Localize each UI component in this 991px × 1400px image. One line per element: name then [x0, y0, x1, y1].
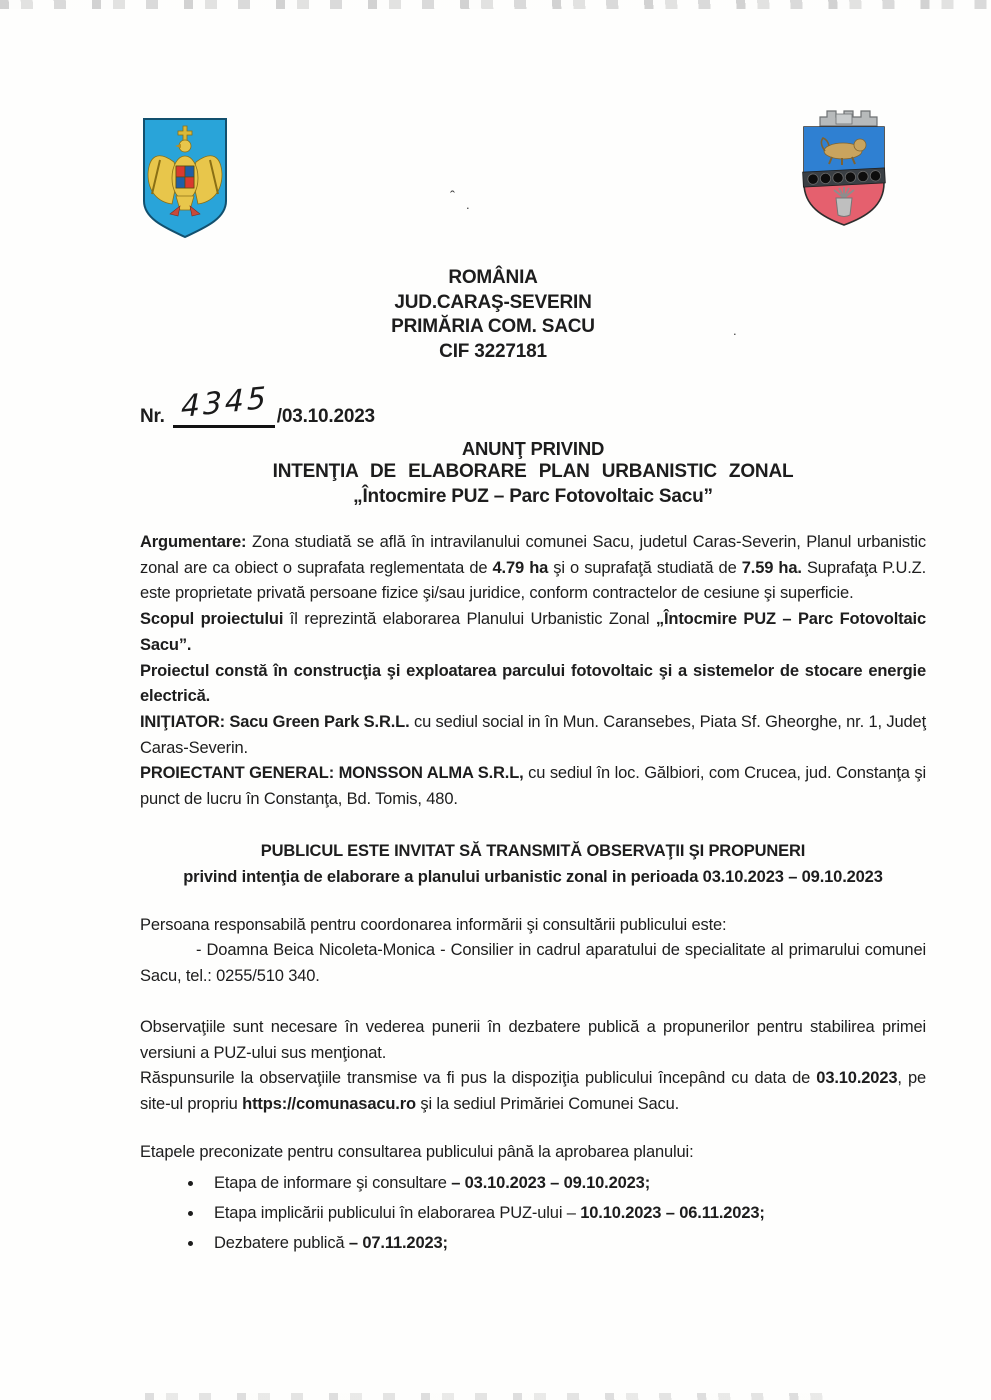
paragraph-proiectant: PROIECTANT GENERAL: MONSSON ALMA S.R.L, cu sediul în loc. Gălbiori, com Crucea, jud. Constanţa şi punct de lucru în Constanţa, Bd. Tomis, 480.: [140, 764, 926, 809]
stages-list: [140, 1168, 926, 1258]
document-body: [140, 530, 926, 1258]
paragraph-initiator: INIŢIATOR: Sacu Green Park S.R.L. cu sediul social in în Mun. Caransebes, Piata Sf. Gheorghe, nr. 1, Judeţ Caras-Severin.: [140, 712, 926, 757]
title-line-2: INTENŢIA DE ELABORARE PLAN URBANISTIC ZONAL: [272, 461, 794, 482]
responsible-detail: - Doamna Beica Nicoleta-Monica - Consilier in cadrul aparatului de specialitate al primarului comunei Sacu, tel.: 0255/510 340.: [140, 941, 926, 986]
header-townhall: PRIMĂRIA COM. SACU: [391, 316, 595, 338]
invitation-line-1: PUBLICUL ESTE INVITAT SĂ TRANSMITĂ OBSERVAŢII ŞI PROPUNERI: [260, 841, 806, 860]
registration-label: Nr.: [140, 406, 165, 427]
registration-number-underline: [173, 380, 275, 428]
stages-section: [140, 1140, 926, 1259]
stages-intro: Etapele preconizate pentru consultarea publicului până la aprobarea planului:: [140, 1142, 694, 1161]
observations-paragraph-2: Răspunsurile la observaţiile transmise va fi pus la dispoziţia publicului începând cu data de 03.10.2023, pe site-ul propriu https://comunasacu.ro şi la sediul Primăriei Comunei Sacu.: [140, 1069, 926, 1113]
romania-coat-of-arms-icon: [140, 116, 230, 245]
registration-date: /03.10.2023: [276, 406, 375, 427]
paragraph-proiectul: Proiectul constă în construcţia şi exploatarea parcului fotovoltaic şi a sistemelor de stocare energie electrică.: [140, 661, 926, 706]
responsible-person-section: [140, 913, 926, 990]
responsible-intro: Persoana responsabilă pentru coordonarea informării şi consultării publicului este:: [140, 915, 727, 934]
argumentare-lead: Argumentare:: [140, 533, 247, 551]
paragraph-argumentare: Argumentare: Zona studiată se află în intravilanului comunei Sacu, judetul Caras-Severin, Planul urbanistic zonal are ca obiect o suprafata reglementata de 4.79 ha şi o suprafaţă studiată de 7.59 ha. Suprafaţa P.U.Z. este proprietate privată persoane fizice şi/sau juridice, conform contractelor de cesiune şi superficie.: [140, 533, 927, 603]
scan-artifact-top-edge: [0, 0, 991, 9]
website-link-text: https://comunasacu.ro: [242, 1094, 416, 1113]
scan-artifact-bottom-edge: [145, 1393, 841, 1400]
registration-line: [140, 380, 375, 428]
scan-artifact-caret: ˆ: [450, 188, 455, 205]
title-line-1: ANUNŢ PRIVIND: [461, 438, 605, 459]
public-invitation-heading: [140, 838, 926, 891]
title-line-3: „Întocmire PUZ – Parc Fotovoltaic Sacu”: [353, 486, 713, 507]
observations-section: [140, 1015, 926, 1118]
header-country: ROMÂNIA: [448, 267, 538, 288]
invitation-line-2: privind intenţia de elaborare a planului urbanistic zonal in perioada 03.10.2023 – 09.10.2023: [183, 868, 883, 887]
header-cif: CIF 3227181: [439, 340, 547, 362]
sacu-coat-of-arms-icon: [798, 106, 890, 233]
scan-artifact-dot: .: [733, 323, 737, 338]
observations-paragraph-1: Observaţiile sunt necesare în vederea punerii în dezbatere publică a propunerilor pentru stabilirea primei versiuni a PUZ-ului sus menţionat.: [140, 1017, 926, 1062]
scan-artifact-dot: .: [466, 197, 470, 212]
stage-item-informare: • Etapa de informare şi consultare – 03.10.2023 – 09.10.2023;: [204, 1168, 926, 1198]
header-county: JUD.CARAŞ-SEVERIN: [394, 291, 592, 313]
stage-item-implicare: • Etapa implicării publicului în elaborarea PUZ-ului – 10.10.2023 – 06.11.2023;: [204, 1198, 926, 1228]
stage-item-dezbatere: • Dezbatere publică – 07.11.2023;: [204, 1228, 926, 1258]
institution-header: [140, 266, 846, 364]
document-title: [140, 437, 926, 509]
handwritten-registration-number: 4345: [180, 380, 269, 425]
paragraph-scopul: Scopul proiectului îl reprezintă elaborarea Planului Urbanistic Zonal „Întocmire PUZ – Parc Fotovoltaic Sacu”.: [140, 610, 926, 654]
